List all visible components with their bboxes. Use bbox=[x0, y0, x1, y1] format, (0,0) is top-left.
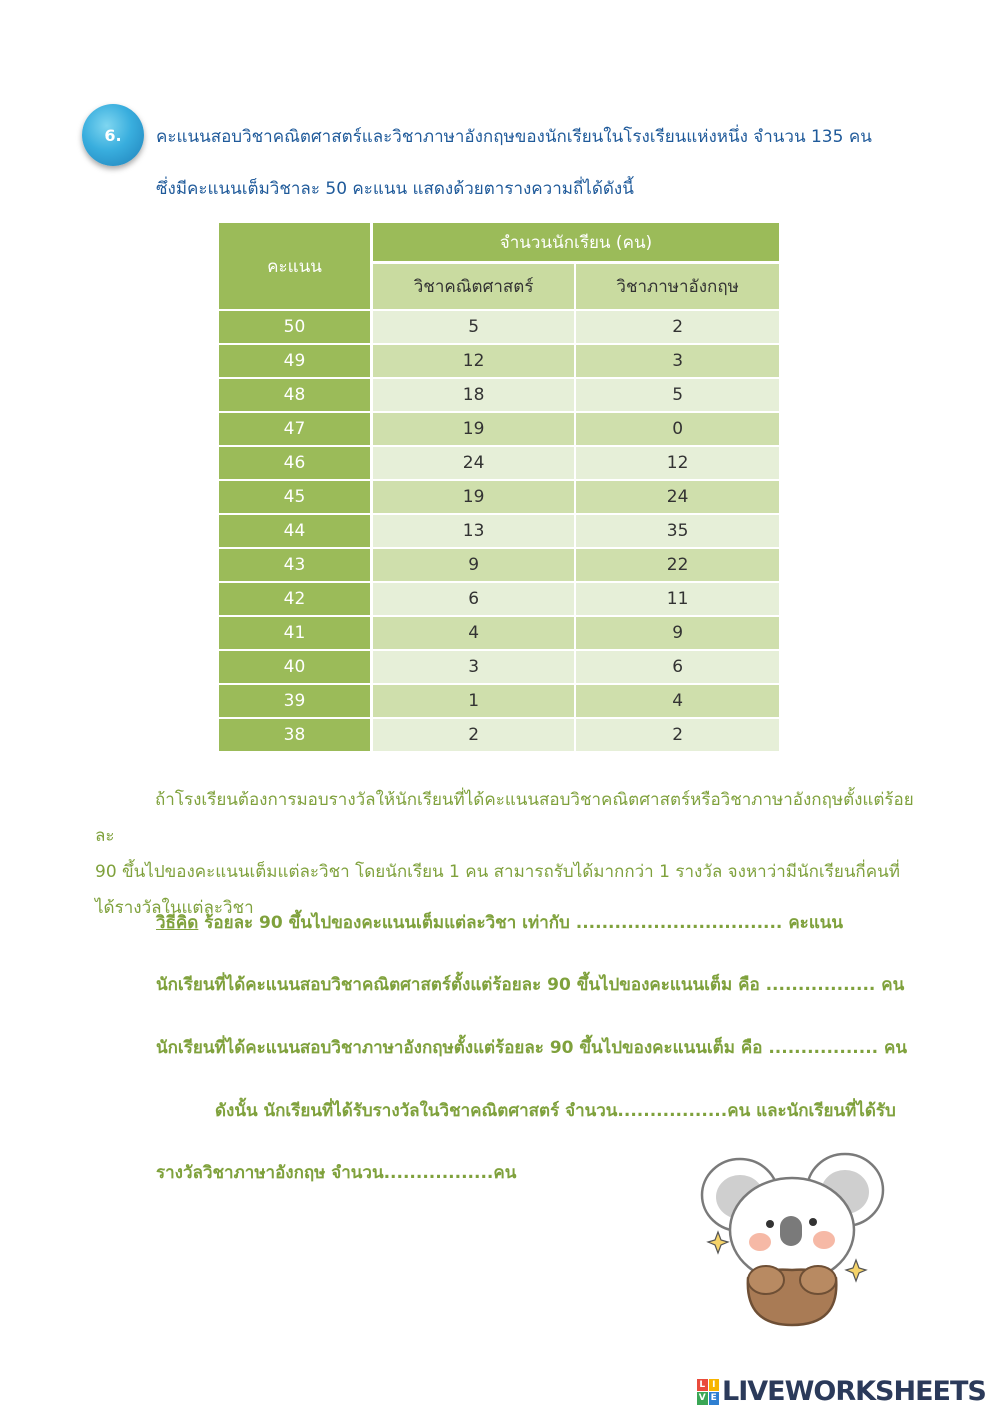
score-cell: 40 bbox=[219, 650, 372, 684]
logo-letter: L bbox=[697, 1379, 708, 1392]
english-count-cell: 6 bbox=[575, 650, 779, 684]
math-count-cell: 9 bbox=[372, 548, 576, 582]
liveworksheets-logo-mark bbox=[697, 1379, 719, 1405]
frequency-table bbox=[219, 223, 779, 751]
work-line-3: นักเรียนที่ได้คะแนนสอบวิชาภาษาอังกฤษตั้งแต่ร้อยละ 90 ขึ้นไปของคะแนนเต็ม คือ ................. คน bbox=[156, 1038, 908, 1058]
question-number-badge: 6. bbox=[82, 104, 144, 166]
math-count-cell: 1 bbox=[372, 684, 576, 718]
instruction-line-2: 90 ขึ้นไปของคะแนนเต็มแต่ละวิชา โดยนักเรียน 1 คน สามารถรับได้มากกว่า 1 รางวัล จงหาว่ามีนักเรียนกี่คนที่ bbox=[95, 862, 900, 882]
math-count-cell: 18 bbox=[372, 378, 576, 412]
table-row bbox=[219, 344, 779, 378]
score-cell: 46 bbox=[219, 446, 372, 480]
english-count-cell: 4 bbox=[575, 684, 779, 718]
work-line-4: ดังนั้น นักเรียนที่ได้รับรางวัลในวิชาคณิตศาสตร์ จำนวน.................คน และนักเรียนที่ได้รับ bbox=[215, 1101, 896, 1121]
table-row bbox=[219, 684, 779, 718]
score-cell: 45 bbox=[219, 480, 372, 514]
liveworksheets-logo bbox=[697, 1376, 986, 1407]
table-row bbox=[219, 650, 779, 684]
score-cell: 48 bbox=[219, 378, 372, 412]
question-text-line-1: คะแนนสอบวิชาคณิตศาสตร์และวิชาภาษาอังกฤษของนักเรียนในโรงเรียนแห่งหนึ่ง จำนวน 135 คน bbox=[156, 127, 872, 147]
english-count-cell: 3 bbox=[575, 344, 779, 378]
table-row bbox=[219, 582, 779, 616]
english-count-cell: 35 bbox=[575, 514, 779, 548]
math-count-cell: 19 bbox=[372, 412, 576, 446]
english-count-cell: 22 bbox=[575, 548, 779, 582]
score-cell: 44 bbox=[219, 514, 372, 548]
math-column-header: วิชาคณิตศาสตร์ bbox=[372, 263, 576, 311]
score-cell: 49 bbox=[219, 344, 372, 378]
koala-icon bbox=[700, 1150, 885, 1330]
work-line-2: นักเรียนที่ได้คะแนนสอบวิชาคณิตศาสตร์ตั้งแต่ร้อยละ 90 ขึ้นไปของคะแนนเต็ม คือ ................. คน bbox=[156, 975, 905, 995]
math-count-cell: 12 bbox=[372, 344, 576, 378]
english-count-cell: 24 bbox=[575, 480, 779, 514]
question-text-line-2: ซึ่งมีคะแนนเต็มวิชาละ 50 คะแนน แสดงด้วยตารางความถี่ได้ดังนี้ bbox=[156, 179, 634, 199]
table-row bbox=[219, 378, 779, 412]
table-row bbox=[219, 616, 779, 650]
english-count-cell: 12 bbox=[575, 446, 779, 480]
work-line-1 bbox=[156, 909, 843, 936]
method-label: วิธีคิด bbox=[156, 913, 199, 933]
math-count-cell: 3 bbox=[372, 650, 576, 684]
logo-letter: I bbox=[709, 1379, 720, 1392]
table-row bbox=[219, 446, 779, 480]
instruction-line-3: ได้รางวัลในแต่ละวิชา bbox=[95, 898, 254, 918]
liveworksheets-brand-text: LIVEWORKSHEETS bbox=[722, 1376, 986, 1407]
math-count-cell: 5 bbox=[372, 310, 576, 344]
score-cell: 50 bbox=[219, 310, 372, 344]
english-count-cell: 0 bbox=[575, 412, 779, 446]
table-row bbox=[219, 412, 779, 446]
english-count-cell: 2 bbox=[575, 718, 779, 751]
math-count-cell: 13 bbox=[372, 514, 576, 548]
logo-letter: E bbox=[709, 1392, 720, 1405]
table-row bbox=[219, 718, 779, 751]
score-cell: 47 bbox=[219, 412, 372, 446]
score-cell: 42 bbox=[219, 582, 372, 616]
english-column-header: วิชาภาษาอังกฤษ bbox=[575, 263, 779, 311]
english-count-cell: 9 bbox=[575, 616, 779, 650]
math-count-cell: 2 bbox=[372, 718, 576, 751]
table-row bbox=[219, 310, 779, 344]
math-count-cell: 24 bbox=[372, 446, 576, 480]
instruction-line-1: ถ้าโรงเรียนต้องการมอบรางวัลให้นักเรียนที่ได้คะแนนสอบวิชาคณิตศาสตร์หรือวิชาภาษาอังกฤษตั้งแต่ร้อยละ bbox=[95, 790, 914, 846]
work-line-1-text: ร้อยละ 90 ขึ้นไปของคะแนนเต็มแต่ละวิชา เท่ากับ ................................ คะแนน bbox=[198, 913, 844, 933]
score-cell: 38 bbox=[219, 718, 372, 751]
table-row bbox=[219, 480, 779, 514]
score-cell: 41 bbox=[219, 616, 372, 650]
score-cell: 43 bbox=[219, 548, 372, 582]
student-count-header: จำนวนนักเรียน (คน) bbox=[372, 223, 780, 263]
table-row bbox=[219, 514, 779, 548]
work-line-5: รางวัลวิชาภาษาอังกฤษ จำนวน.................คน bbox=[156, 1163, 517, 1183]
english-count-cell: 11 bbox=[575, 582, 779, 616]
math-count-cell: 4 bbox=[372, 616, 576, 650]
english-count-cell: 5 bbox=[575, 378, 779, 412]
table-row bbox=[219, 548, 779, 582]
score-cell: 39 bbox=[219, 684, 372, 718]
score-column-header: คะแนน bbox=[219, 223, 372, 310]
logo-letter: V bbox=[698, 1393, 706, 1404]
instruction-paragraph bbox=[95, 782, 915, 926]
english-count-cell: 2 bbox=[575, 310, 779, 344]
math-count-cell: 6 bbox=[372, 582, 576, 616]
math-count-cell: 19 bbox=[372, 480, 576, 514]
